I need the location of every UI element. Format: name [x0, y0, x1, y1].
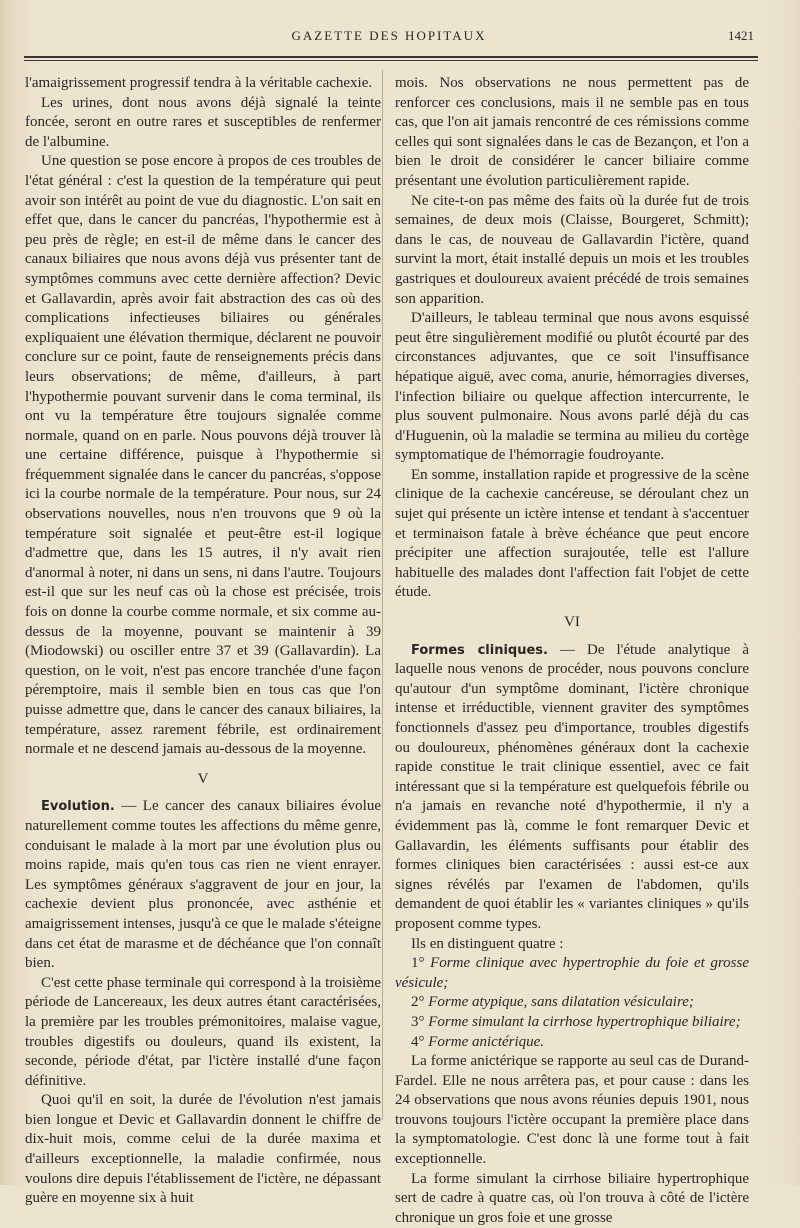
- list-number: 3°: [411, 1013, 425, 1030]
- column-divider: [382, 70, 383, 1120]
- header-rule-thick: [24, 56, 758, 58]
- list-item: [395, 954, 749, 993]
- list-number: 1°: [411, 955, 425, 972]
- list-number: 2°: [411, 994, 425, 1011]
- list-text: Forme anictérique.: [428, 1033, 545, 1050]
- right-column: [395, 74, 749, 1228]
- paragraph-text: — Le cancer des canaux biliaires évolue naturellement comme toutes les affections du même genre, conduisant le malade à la mort par une évolution plus ou moins rapide, mais qu'en tous cas rien ne vient enrayer. Les symptômes généraux s'aggravent de jour en jour, la cachexie devient plus prononcée, avec asthénie et amaigrissement intenses, jusqu'à ce que le malade s'éteigne dans cet état de marasme et de déchéance que l'on connaît bien.: [25, 798, 381, 972]
- list-text: Forme simulant la cirrhose hypertrophique biliaire;: [428, 1013, 741, 1030]
- left-column: [25, 74, 381, 1209]
- running-title: GAZETTE DES HOPITAUX: [291, 28, 487, 43]
- list-number: 4°: [411, 1033, 425, 1050]
- paragraph: En somme, installation rapide et progressive de la scène clinique de la cachexie cancéreuse, se déroulant chez un sujet qui présente un ictère intense et tendant à s'accentuer et terminaison fatale à brève échéance que peut encore précipiter une affection surajoutée, telle est l'allure habituelle des malades dont l'affection fait l'objet de cette étude.: [395, 466, 749, 601]
- paragraph: mois. Nos observations ne nous permettent pas de renforcer ces conclusions, mais il ne semble pas en tous cas, que l'on ait jamais rencontré de ces rémissions comme celles qui sont signalées dans le cas de Bezançon, et l'on a bien le droit de considérer le cancer biliaire comme présentant une évolution particulièrement rapide.: [395, 75, 749, 189]
- list-text: Forme atypique, sans dilatation vésiculaire;: [428, 994, 694, 1011]
- page-number: 1421: [728, 28, 754, 43]
- paragraph: La forme anictérique se rapporte au seul cas de Durand-Fardel. Elle ne nous arrêtera pas, et pour cause : dans les 24 observations que nous avons réunies depuis 1901, nous trouvons toujours l'ictère occupant la première place dans la symptomatologie. C'est donc là une forme tout à fait exceptionnelle.: [395, 1053, 749, 1168]
- section-heading-v: V: [197, 770, 209, 787]
- paragraph: Quoi qu'il en soit, la durée de l'évolution n'est jamais bien longue et Devic et Gallavardin donnent le chiffre de dix-huit mois, comme celui de la durée maxima et d'ailleurs exceptionnelle, la maladie confirmée, nous voulons dire depuis l'établissement de l'ictère, ne dépassant guère en moyenne six à huit: [25, 1092, 381, 1207]
- paragraph: La forme simulant la cirrhose biliaire hypertrophique sert de cadre à quatre cas, où l'on trouva à côté de l'ictère chronique un gros foie et une grosse: [395, 1170, 749, 1226]
- subheading-formes-cliniques: Formes cliniques.: [411, 642, 548, 658]
- subheading-evolution: Evolution.: [41, 799, 115, 815]
- list-item: [395, 1033, 749, 1053]
- header-rule-thin: [24, 60, 758, 61]
- paragraph: C'est cette phase terminale qui correspond à la troisième période de Lancereaux, les deux autres étant caractérisées, la première par les troubles prémonitoires, malaise vague, troubles digestifs ou douleurs, quand ils existent, la seconde, période d'état, par l'ictère installé d'une façon définitive.: [25, 974, 381, 1089]
- list-item: [395, 993, 749, 1013]
- paragraph: l'amaigrissement progressif tendra à la véritable cachexie.: [25, 75, 373, 91]
- paragraph: [395, 641, 749, 935]
- paragraph-text: — De l'étude analytique à laquelle nous venons de procéder, nous pouvons conclure qu'autour d'un symptôme dominant, l'ictère chronique intense et irréductible, viennent graviter des symptômes fonctionnels d'assez peu d'importance, troubles digestifs ou douloureux, phénomènes généraux dont la cachexie rapide constitue le trait clinique essentiel, avec ce fait intéressant que si la température est quelquefois fébrile ou n'a jamais en revanche noté d'hypothermie, il n'y a évidemment pas là, comme le font remarquer Devic et Gallavardin, les éléments suffisants pour établir des formes cliniques bien caractérisées : aussi est-ce aux signes révélés par l'examen de l'abdomen, qu'ils demandent de quoi établir les « variantes cliniques » qu'ils proposent comme types.: [395, 641, 749, 932]
- page-header: [24, 28, 754, 48]
- section-heading-vi: VI: [564, 614, 580, 631]
- list-item: [395, 1013, 749, 1033]
- list-text: Forme clinique avec hypertrophie du foie et grosse vésicule;: [395, 955, 749, 991]
- paragraph: Ne cite-t-on pas même des faits où la durée fut de trois semaines, de deux mois (Claisse, Bourgeret, Schmitt); dans le cas, de nouveau de Gallavardin l'ictère, quand survint la mort, était installé depuis un mois et les troubles gastriques et douloureux avaient précédé de trois semaines son apparition.: [395, 192, 749, 307]
- paragraph: Ils en distinguent quatre :: [411, 935, 564, 952]
- paragraph: Une question se pose encore à propos de ces troubles de l'état général : c'est la question de la température qui peut avoir son intérêt au point de vue du diagnostic. L'on sait en effet que, dans le cancer du pancréas, l'hypothermie est à peu près de règle; en est-il de même dans le cancer des canaux biliaires que nous avons déjà vus présenter tant de symptômes communs avec cette dernière affection? Devic et Gallavardin, après avoir fait abstraction des cas où des complications infectieuses biliaires ou générales expliquaient une élévation thermique, déclarent ne pouvoir conclure sur ce point, faute de renseignements précis dans leurs observations; de même, d'ailleurs, à part l'hypothermie pouvant survenir dans le coma terminal, ils ont vu la température être toujours signalée comme normale, quand on en parle. Nous pouvons déjà trouver là une certaine différence, puisque à l'hypothermie si fréquemment signalée dans le cancer du pancréas, s'oppose ici la courbe normale de la température. Pour nous, sur 24 observations nouvelles, nous n'en trouvons que 9 où la température soit signalée et peut-être est-il logique d'admettre que, dans les 15 autres, il n'y avait rien d'anormal à noter, ni dans un sens, ni dans l'autre. Toujours est-il que sur les neuf cas où la chose est précisée, trois fois on donne la courbe comme normale, et six comme au-dessus de la moyenne, pouvant se maintenir à 39 (Miodowski) ou osciller entre 37 et 39 (Gallavardin). La question, on le voit, n'est pas encore tranchée d'une façon péremptoire, mais il semble bien en tous cas que l'on puisse admettre que, dans le cancer des canaux biliaires, la température, assez rarement fébrile, est ordinairement normale et ne descend jamais au-dessous de la moyenne.: [25, 153, 381, 758]
- paragraph: Les urines, dont nous avons déjà signalé la teinte foncée, seront en outre rares et susceptibles de renfermer de l'albumine.: [25, 94, 381, 150]
- paragraph: [25, 797, 381, 973]
- paragraph: D'ailleurs, le tableau terminal que nous avons esquissé peut être singulièrement modifié ou plutôt écourté par des circonstances adjuvantes, que ce soit l'insuffisance hépatique aiguë, avec coma, anurie, hémorragies diverses, l'infection biliaire ou quelque affection intercurrente, le plus souvent pulmonaire. Nous avons parlé déjà du cas d'Huguenin, où la maladie se termina au milieu du cortège symptomatique de l'hémorragie foudroyante.: [395, 310, 749, 464]
